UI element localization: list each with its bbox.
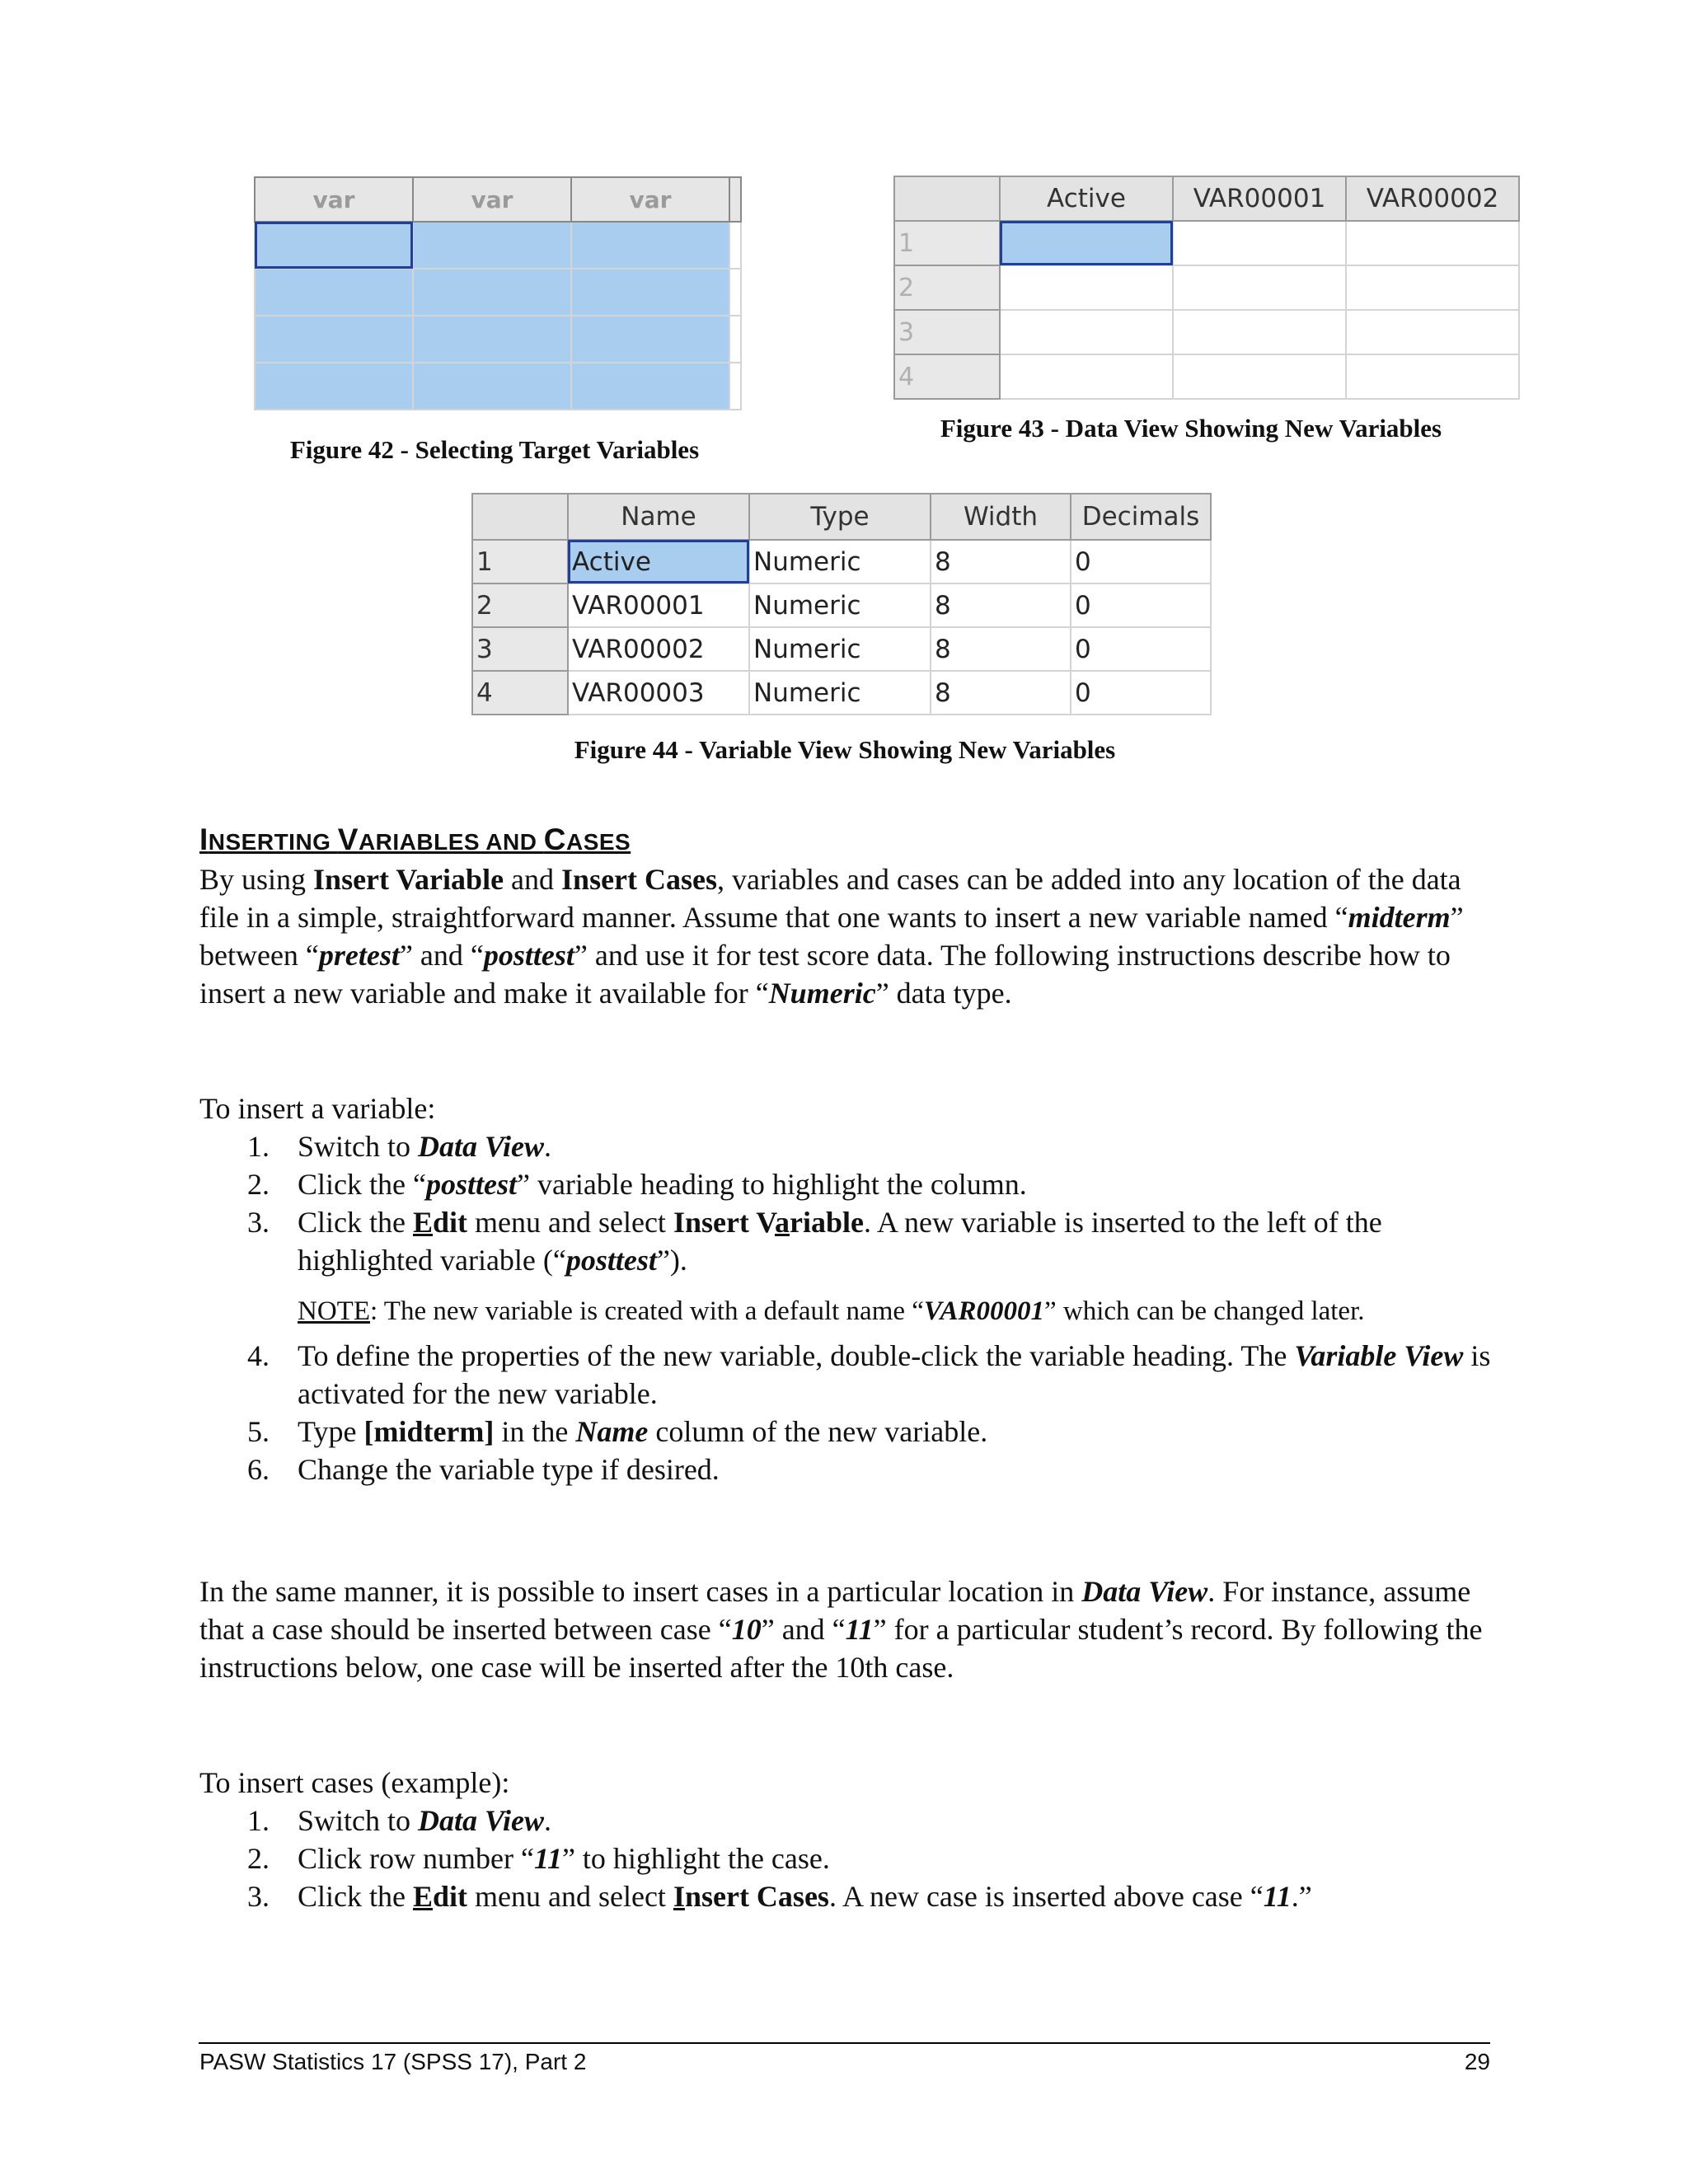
fig44-width-cell[interactable]: 8: [931, 540, 1071, 583]
fig44-row-number[interactable]: 2: [472, 583, 568, 627]
fig43-cell[interactable]: [1173, 310, 1346, 354]
fig44-decimals-cell[interactable]: 0: [1071, 540, 1211, 583]
fig42-cell[interactable]: [255, 363, 413, 410]
list-item: 6. Change the variable type if desired.: [247, 1453, 720, 1486]
page-number: 29: [1464, 2049, 1490, 2074]
fig44-name-cell[interactable]: VAR00001: [568, 583, 749, 627]
fig43-header[interactable]: VAR00002: [1346, 176, 1519, 221]
fig44-header[interactable]: Name: [568, 494, 749, 540]
insert-variable-steps: [199, 1127, 1502, 1279]
fig42-cell[interactable]: [413, 363, 571, 410]
fig44-name-cell[interactable]: VAR00003: [568, 671, 749, 715]
insert-variable-steps-continued: [199, 1337, 1502, 1488]
fig42-grid: [254, 176, 742, 410]
fig43-cell[interactable]: [1346, 354, 1519, 399]
cases-paragraph: In the same manner, it is possible to insert cases in a particular location in Data View. For instance, assume that a case should be inserted between case “10” and “11” for a particular student’s record. By following the instructions below, one case will be inserted after the 10th case.: [199, 1575, 1483, 1684]
fig44-type-cell[interactable]: Numeric: [749, 540, 931, 583]
list-item: 4. To define the properties of the new variable, double-click the variable heading. The Variable View is activated for the new variable.: [247, 1339, 1491, 1410]
fig42-header[interactable]: var: [413, 177, 571, 222]
fig42-cell-edge: [729, 316, 741, 363]
fig43-row-number[interactable]: 3: [894, 310, 1000, 354]
fig44-header[interactable]: Width: [931, 494, 1071, 540]
fig43-row-number[interactable]: 1: [894, 221, 1000, 265]
list-item: 1. Switch to Data View.: [247, 1130, 552, 1163]
fig42-header-edge: [729, 177, 741, 222]
intro-paragraph: By using Insert Variable and Insert Cases, variables and cases can be added into any location of the data file in a simple, straightforward manner. Assume that one wants to insert a new variable named “midterm” between “pretest” and “posttest” and use it for test score data. The following instructions describe how to insert a new variable and make it available for “Numeric” data type.: [199, 863, 1464, 1010]
fig43-cell[interactable]: [1173, 265, 1346, 310]
fig42-cell[interactable]: [571, 269, 729, 316]
insert-cases-section: [199, 1764, 1502, 1915]
fig42-cell-edge: [729, 269, 741, 316]
fig44-width-cell[interactable]: 8: [931, 627, 1071, 671]
fig43-cell[interactable]: [1000, 221, 1173, 265]
fig42-cell[interactable]: [255, 269, 413, 316]
fig44-type-cell[interactable]: Numeric: [749, 627, 931, 671]
fig43-cell[interactable]: [1173, 354, 1346, 399]
fig42-cell[interactable]: [413, 316, 571, 363]
fig43-cell[interactable]: [1173, 221, 1346, 265]
list-item: 2. Click the “posttest” variable heading to highlight the column.: [247, 1168, 1027, 1201]
insert-variable-section: [199, 1090, 1502, 1488]
section-title: INSERTING VARIABLES AND CASES: [199, 823, 631, 856]
fig44-row-number[interactable]: 4: [472, 671, 568, 715]
fig43-corner: [894, 176, 1000, 221]
fig42-cell-edge: [729, 222, 741, 269]
list-item: 1. Switch to Data View.: [247, 1804, 552, 1837]
footer-title: PASW Statistics 17 (SPSS 17), Part 2: [199, 2049, 587, 2074]
fig44-caption: Figure 44 - Variable View Showing New Variables: [574, 735, 1116, 764]
fig43-row-number[interactable]: 4: [894, 354, 1000, 399]
insert-cases-lead: To insert cases (example):: [199, 1766, 510, 1799]
insert-cases-steps: [199, 1802, 1502, 1915]
fig42-cell[interactable]: [413, 222, 571, 269]
fig44-type-cell[interactable]: Numeric: [749, 671, 931, 715]
fig42-header[interactable]: var: [571, 177, 729, 222]
fig44-decimals-cell[interactable]: 0: [1071, 627, 1211, 671]
fig43-cell[interactable]: [1346, 265, 1519, 310]
list-item: 2. Click row number “11” to highlight the case.: [247, 1842, 830, 1875]
fig43-cell[interactable]: [1000, 354, 1173, 399]
fig42-cell[interactable]: [571, 363, 729, 410]
insert-variable-lead: To insert a variable:: [199, 1092, 436, 1125]
fig43-grid: [893, 176, 1520, 400]
fig43-header[interactable]: Active: [1000, 176, 1173, 221]
fig42-cell-edge: [729, 363, 741, 410]
fig44-width-cell[interactable]: 8: [931, 671, 1071, 715]
fig44-grid: [471, 493, 1212, 715]
list-item: 3. Click the Edit menu and select Insert Variable. A new variable is inserted to the left of the highlighted variable (“posttest”).: [247, 1206, 1382, 1277]
fig43-header[interactable]: VAR00001: [1173, 176, 1346, 221]
fig44-header[interactable]: Decimals: [1071, 494, 1211, 540]
list-item: 3. Click the Edit menu and select Insert Cases. A new case is inserted above case “11.”: [247, 1880, 1312, 1913]
fig44-name-cell[interactable]: Active: [568, 540, 749, 583]
fig44-header[interactable]: Type: [749, 494, 931, 540]
fig44-decimals-cell[interactable]: 0: [1071, 671, 1211, 715]
fig42-cell[interactable]: [413, 269, 571, 316]
fig44-decimals-cell[interactable]: 0: [1071, 583, 1211, 627]
fig44-corner: [472, 494, 568, 540]
fig42-header[interactable]: var: [255, 177, 413, 222]
fig42-cell[interactable]: [255, 222, 413, 269]
fig42-cell[interactable]: [571, 222, 729, 269]
fig43-cell[interactable]: [1000, 310, 1173, 354]
fig43-row-number[interactable]: 2: [894, 265, 1000, 310]
fig44-row-number[interactable]: 1: [472, 540, 568, 583]
fig44-name-cell[interactable]: VAR00002: [568, 627, 749, 671]
fig44-width-cell[interactable]: 8: [931, 583, 1071, 627]
fig43-cell[interactable]: [1000, 265, 1173, 310]
fig43-caption: Figure 43 - Data View Showing New Variables: [940, 414, 1442, 443]
fig42-cell[interactable]: [255, 316, 413, 363]
fig44-row-number[interactable]: 3: [472, 627, 568, 671]
fig42-caption: Figure 42 - Selecting Target Variables: [289, 435, 700, 464]
fig44-type-cell[interactable]: Numeric: [749, 583, 931, 627]
footer-rule: [199, 2042, 1490, 2044]
fig43-cell[interactable]: [1346, 310, 1519, 354]
note: NOTE: The new variable is created with a default name “VAR00001” which can be changed later.: [298, 1296, 1365, 1326]
fig43-cell[interactable]: [1346, 221, 1519, 265]
list-item: 5. Type [midterm] in the Name column of the new variable.: [247, 1415, 988, 1448]
fig42-cell[interactable]: [571, 316, 729, 363]
